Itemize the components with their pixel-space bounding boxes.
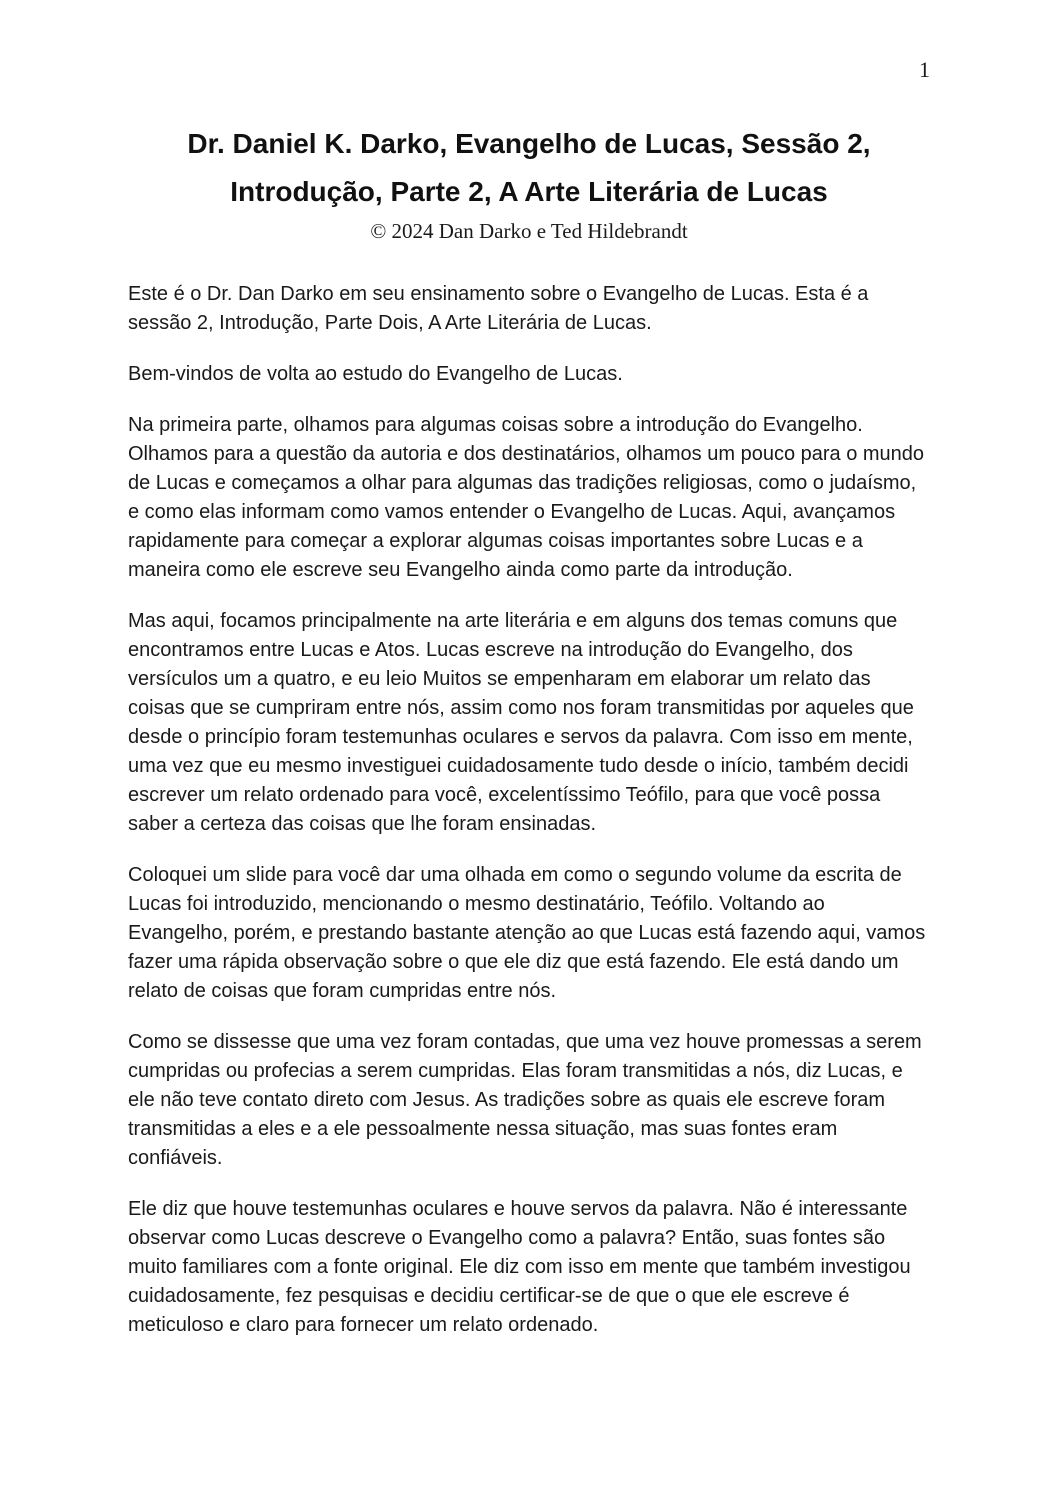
paragraph-literary-art: Mas aqui, focamos principalmente na arte literária e em alguns dos temas comuns que encontramos entre Lucas e Atos. Lucas escreve na introdução do Evangelho, dos versículos um a quatro, e eu leio Muitos se empenharam em elaborar um relato das coisas que se cumpriram entre nós, assim como nos foram transmitidas por aqueles que desde o princípio foram testemunhas oculares e servos da palavra. Com isso em mente, uma vez que eu mesmo investiguei cuidadosamente tudo desde o início, também decidi escrever um relato ordenado para você, excelentíssimo Teófilo, para que você possa saber a certeza das coisas que lhe foram ensinadas. <box>128 610 914 835</box>
title-line-2: Introdução, Parte 2, A Arte Literária de Lucas <box>230 176 828 207</box>
paragraph-first-part-recap: Na primeira parte, olhamos para algumas coisas sobre a introdução do Evangelho. Olhamos para a questão da autoria e dos destinatários, olhamos um pouco para o mundo de Lucas e começamos a olhar para algumas das tradições religiosas, como o judaísmo, e como elas informam como vamos entender o Evangelho de Lucas. Aqui, avançamos rapidamente para começar a explorar algumas coisas importantes sobre Lucas e a maneira como ele escreve seu Evangelho ainda como parte da introdução. <box>128 414 925 581</box>
document-body <box>128 280 930 1340</box>
title-line-1: Dr. Daniel K. Darko, Evangelho de Lucas, Sessão 2, <box>187 128 871 159</box>
copyright-line: © 2024 Dan Darko e Ted Hildebrandt <box>370 219 688 243</box>
paragraph-intro: Este é o Dr. Dan Darko em seu ensinamento sobre o Evangelho de Lucas. Esta é a sessão 2, Introdução, Parte Dois, A Arte Literária de Lucas. <box>128 283 869 334</box>
paragraph-eyewitnesses: Ele diz que houve testemunhas oculares e houve servos da palavra. Não é interessante observar como Lucas descreve o Evangelho como a palavra? Então, suas fontes são muito familiares com a fonte original. Ele diz com isso em mente que também investigou cuidadosamente, fez pesquisas e decidiu certificar-se de que o que ele escreve é meticuloso e claro para fornecer um relato ordenado. <box>128 1198 911 1336</box>
paragraph-welcome: Bem-vindos de volta ao estudo do Evangelho de Lucas. <box>128 363 623 385</box>
page-number: 1 <box>919 57 930 82</box>
paragraph-traditions: Como se dissesse que uma vez foram contadas, que uma vez houve promessas a serem cumpridas ou profecias a serem cumpridas. Elas foram transmitidas a nós, diz Lucas, e ele não teve contato direto com Jesus. As tradições sobre as quais ele escreve foram transmitidas a eles e a ele pessoalmente nessa situação, mas suas fontes eram confiáveis. <box>128 1031 922 1169</box>
document-title <box>0 0 1058 216</box>
paragraph-slide-second-volume: Coloquei um slide para você dar uma olhada em como o segundo volume da escrita de Lucas foi introduzido, mencionando o mesmo destinatário, Teófilo. Voltando ao Evangelho, porém, e prestando bastante atenção ao que Lucas está fazendo aqui, vamos fazer uma rápida observação sobre o que ele diz que está fazendo. Ele está dando um relato de coisas que foram cumpridas entre nós. <box>128 864 926 1002</box>
